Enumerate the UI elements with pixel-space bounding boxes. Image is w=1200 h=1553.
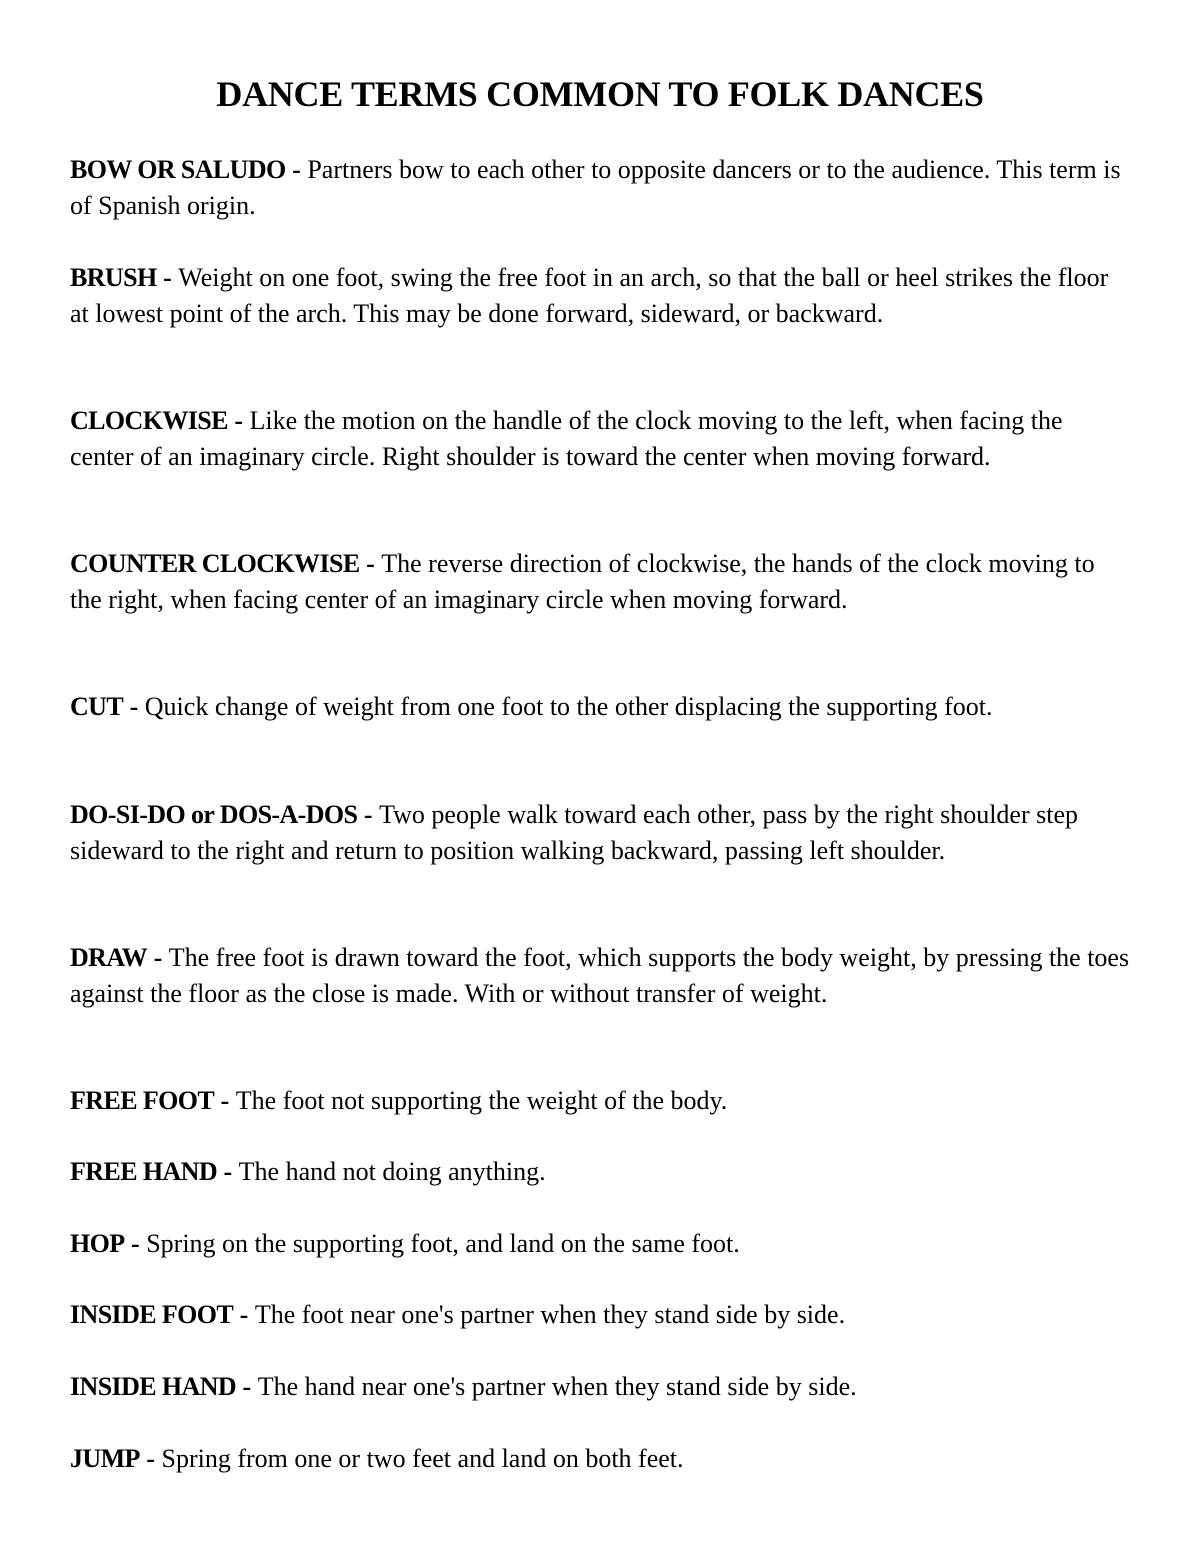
term-definition: Like the motion on the handle of the clock moving to the left, when facing the center of an imaginary circle. Right shoulder is toward the center when moving forward. [70,406,1063,471]
term-entry-free-hand [70,1154,1130,1190]
term-entry-draw [70,940,1130,1012]
term-separator: - [214,1086,236,1115]
term-entry-cut [70,689,1130,725]
term-entry-clockwise [70,403,1130,475]
term-separator: - [124,1229,147,1258]
term-entry-bow-or-saludo [70,152,1130,224]
term-separator: - [156,263,179,292]
term-name: FREE HAND [70,1157,217,1186]
term-separator: - [217,1157,239,1186]
term-entry-jump [70,1441,1130,1477]
term-separator: - [139,1444,162,1473]
term-entry-hop [70,1226,1130,1262]
term-separator: - [233,1300,255,1329]
term-name: CLOCKWISE [70,406,228,435]
term-name: HOP [70,1229,125,1258]
term-name: DO-SI-DO or DOS-A-DOS [70,800,358,829]
page-title: DANCE TERMS COMMON TO FOLK DANCES [216,74,984,114]
term-name: COUNTER CLOCKWISE [70,549,360,578]
term-definition: Quick change of weight from one foot to the other displacing the supporting foot. [144,692,993,721]
term-definition: The foot not supporting the weight of the body. [235,1086,728,1115]
term-entry-free-foot [70,1083,1130,1119]
term-separator: - [227,406,250,435]
term-definition: The foot near one's partner when they stand side by side. [254,1300,846,1329]
term-entry-brush [70,260,1130,332]
term-separator: - [123,692,145,721]
term-definition: The free foot is drawn toward the foot, which supports the body weight, by pressing the toes against the floor as the close is made. With or without transfer of weight. [70,943,1130,1008]
term-separator: - [285,155,308,184]
term-name: FREE FOOT [70,1086,215,1115]
term-name: JUMP [70,1444,140,1473]
term-entry-inside-hand [70,1369,1130,1405]
term-definition: Spring on the supporting foot, and land on the same foot. [146,1229,740,1258]
term-separator: - [357,800,380,829]
term-name: DRAW [70,943,148,972]
term-definition: The hand not doing anything. [238,1157,546,1186]
term-entry-inside-foot [70,1297,1130,1333]
term-definition: Spring from one or two feet and land on both feet. [161,1444,684,1473]
term-separator: - [359,549,382,578]
term-definition: Partners bow to each other to opposite dancers or to the audience. This term is of Spanish origin. [70,155,1121,220]
term-separator: - [236,1372,258,1401]
term-definition: The reverse direction of clockwise, the hands of the clock moving to the right, when facing center of an imaginary circle when moving forward. [70,549,1095,614]
term-name: INSIDE FOOT [70,1300,234,1329]
term-name: BOW OR SALUDO [70,155,286,184]
term-name: BRUSH [70,263,157,292]
term-entry-do-si-do [70,797,1130,869]
term-name: INSIDE HAND [70,1372,237,1401]
term-definition: The hand near one's partner when they stand side by side. [257,1372,857,1401]
term-entry-counter-clockwise [70,546,1130,618]
term-name: CUT [70,692,124,721]
term-definition: Two people walk toward each other, pass by the right shoulder step sideward to the right and return to position walking backward, passing left shoulder. [70,800,1079,865]
term-separator: - [147,943,169,972]
term-definition: Weight on one foot, swing the free foot in an arch, so that the ball or heel strikes the floor at lowest point of the arch. This may be done forward, sideward, or backward. [70,263,1109,328]
